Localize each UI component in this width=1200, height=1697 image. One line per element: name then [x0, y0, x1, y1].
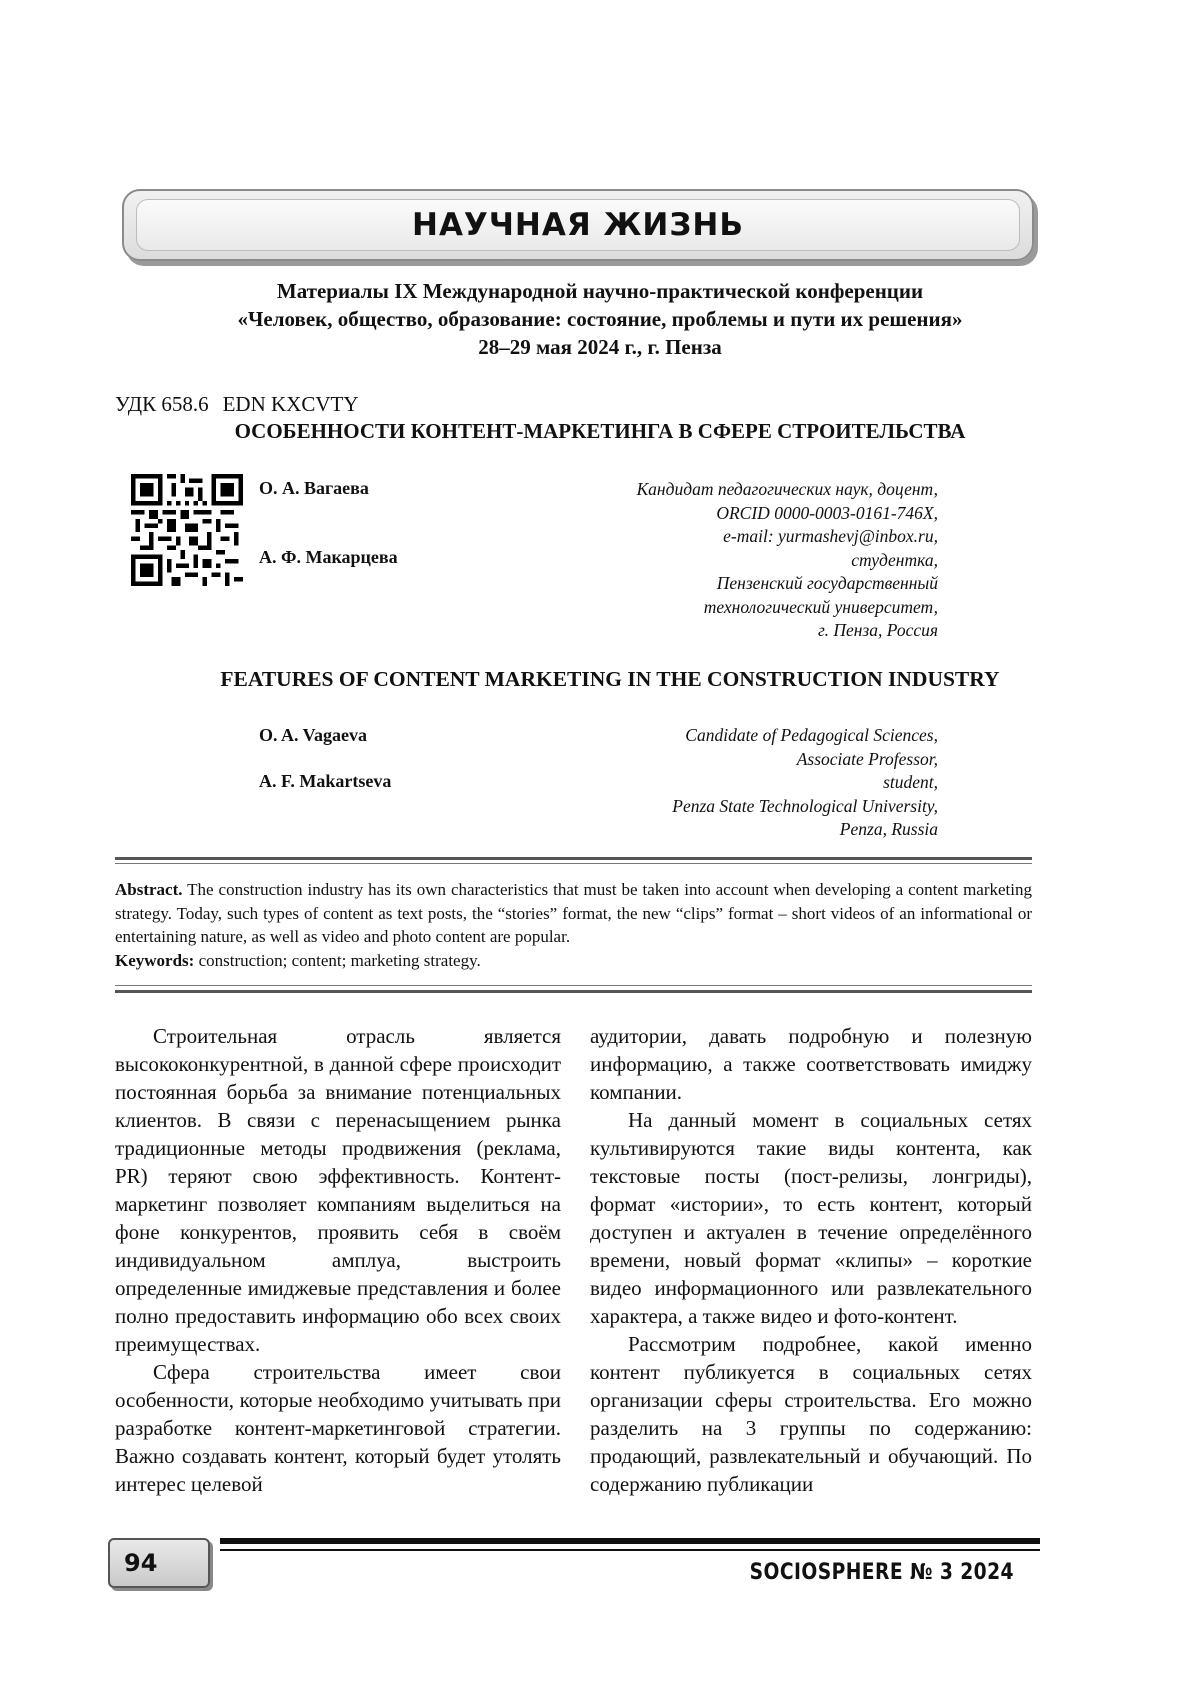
section-banner	[122, 189, 1034, 261]
body-column-right	[590, 1022, 1032, 1498]
affiliation-ru-line: студентка,	[518, 549, 938, 573]
body-column-left	[115, 1022, 561, 1498]
affiliation-en-line: student,	[518, 771, 938, 795]
abstract-top-rule-thin	[115, 863, 1032, 864]
footer-rule-thick	[220, 1538, 1040, 1544]
affiliation-en-line: Penza State Technological University,	[518, 795, 938, 819]
affiliation-ru	[518, 478, 938, 643]
body-paragraph-continued: аудитории, давать подробную и полезную информацию, а также соответствовать имиджу компании.	[590, 1022, 1032, 1106]
abstract-text: The construction industry has its own characteristics that must be taken into account when developing a content marketing strategy. Today, such types of content as text posts, the “stories” format, the new “clips” format – short videos of an informational or entertaining nature, as well as video and photo content are popular.	[115, 880, 1032, 946]
journal-name: SOCIOSPHERE № 3 2024	[750, 1560, 1014, 1585]
abstract-top-rule	[115, 857, 1032, 860]
abstract-bottom-rule	[115, 990, 1032, 993]
conference-line-2: «Человек, общество, образование: состояние, проблемы и пути их решения»	[100, 307, 1100, 332]
abstract-block	[115, 878, 1032, 972]
article-title-ru: ОСОБЕННОСТИ КОНТЕНТ-МАРКЕТИНГА В СФЕРЕ СТРОИТЕЛЬСТВА	[100, 419, 1100, 444]
section-title: НАУЧНАЯ ЖИЗНЬ	[412, 207, 744, 243]
udk-code: УДК 658.6	[115, 392, 209, 416]
author-en-2: A. F. Makartseva	[259, 771, 391, 792]
body-paragraph: Сфера строительства имеет свои особенности, которые необходимо учитывать при разработке контент-маркетинговой стратегии. Важно создавать контент, который будет утолять интерес целевой	[115, 1358, 561, 1498]
affiliation-ru-line: технологический университет,	[518, 596, 938, 620]
body-paragraph: На данный момент в социальных сетях культивируются такие виды контента, как текстовые посты (пост-релизы, лонгриды), формат «истории», то есть контент, который доступен и актуален в течение определённого времени, новый формат «клипы» – короткие видео информационного или развлекательного характера, а также видео и фото-контент.	[590, 1106, 1032, 1330]
affiliation-ru-line: г. Пенза, Россия	[518, 619, 938, 643]
body-paragraph: Строительная отрасль является высококонкурентной, в данной сфере происходит постоянная борьба за внимание потенциальных клиентов. В связи с перенасыщением рынка традиционные методы продвижения (реклама, PR) теряют свою эффективность. Контент-маркетинг позволяет компаниям выделиться на фоне конкурентов, проявить себя в своём индивидуальном амплуа, выстроить определенные имиджевые представления и более полно предоставить информацию обо всех своих преимуществах.	[115, 1022, 561, 1358]
affiliation-en-line: Candidate of Pedagogical Sciences,	[518, 724, 938, 748]
page-number-badge	[108, 1538, 210, 1588]
affiliation-ru-line: e-mail: yurmashevj@inbox.ru,	[518, 525, 938, 549]
section-banner-inner	[136, 199, 1020, 251]
qr-code-icon	[131, 474, 243, 586]
article-title-en: FEATURES OF CONTENT MARKETING IN THE CONSTRUCTION INDUSTRY	[100, 667, 1120, 692]
affiliation-ru-line: ORCID 0000-0003-0161-746X,	[518, 502, 938, 526]
page-number: 94	[124, 1549, 157, 1577]
author-ru-1: О. А. Вагаева	[259, 478, 369, 499]
abstract-bottom-rule-thin	[115, 985, 1032, 986]
abstract-label: Abstract.	[115, 880, 183, 899]
author-en-1: O. A. Vagaeva	[259, 725, 367, 746]
footer-rule-thin	[220, 1549, 1040, 1551]
body-paragraph: Рассмотрим подробнее, какой именно контент публикуется в социальных сетях организации сферы строительства. Его можно разделить на 3 группы по содержанию: продающий, развлекательный и обучающий. По содержанию публикации	[590, 1330, 1032, 1498]
affiliation-ru-line: Кандидат педагогических наук, доцент,	[518, 478, 938, 502]
keywords-text: construction; content; marketing strategy.	[199, 951, 481, 970]
udk-edn-line	[115, 392, 358, 417]
affiliation-en-line: Associate Professor,	[518, 748, 938, 772]
affiliation-en	[518, 724, 938, 842]
conference-line-1: Материалы IX Международной научно-практической конференции	[100, 279, 1100, 304]
affiliation-en-line: Penza, Russia	[518, 818, 938, 842]
author-ru-2: А. Ф. Макарцева	[259, 547, 398, 568]
keywords-label: Keywords:	[115, 951, 194, 970]
edn-code: EDN KXCVTY	[223, 392, 359, 416]
affiliation-ru-line: Пензенский государственный	[518, 572, 938, 596]
conference-line-3: 28–29 мая 2024 г., г. Пенза	[100, 335, 1100, 360]
